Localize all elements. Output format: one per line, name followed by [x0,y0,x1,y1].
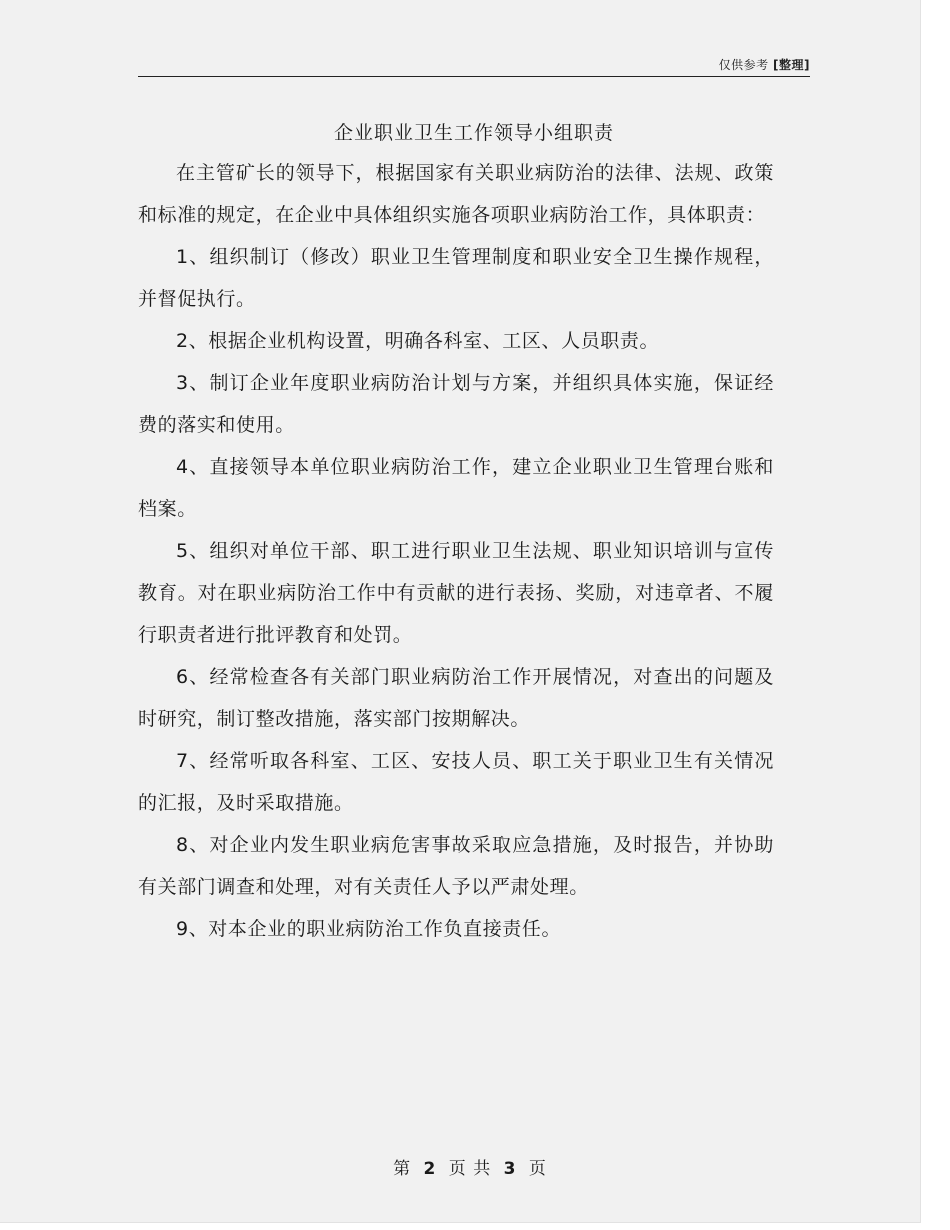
header-note [719,56,810,73]
duty-item-1: 1、组织制订（修改）职业卫生管理制度和职业安全卫生操作规程，并督促执行。 [138,246,774,310]
intro-paragraph: 在主管矿长的领导下，根据国家有关职业病防治的法律、法规、政策和标准的规定，在企业中具体组织实施各项职业病防治工作，具体职责： [138,162,774,226]
duty-item-3: 3、制订企业年度职业病防治计划与方案，并组织具体实施，保证经费的落实和使用。 [138,372,774,436]
duty-item-9: 9、对本企业的职业病防治工作负直接责任。 [176,918,562,940]
footer-middle: 页 共 [448,1159,492,1179]
duty-item-8: 8、对企业内发生职业病危害事故采取应急措施，及时报告，并协助有关部门调查和处理，对有关责任人予以严肃处理。 [138,834,774,898]
header-divider [138,76,810,77]
header-note-text: 仅供参考 [718,58,769,72]
duty-item-6: 6、经常检查各有关部门职业病防治工作开展情况，对查出的问题及时研究，制订整改措施，落实部门按期解决。 [138,666,774,730]
duty-item-5: 5、组织对单位干部、职工进行职业卫生法规、职业知识培训与宣传教育。对在职业病防治工作中有贡献的进行表扬、奖励，对违章者、不履行职责者进行批评教育和处罚。 [138,540,774,646]
footer-page-number: 2 [423,1159,437,1179]
duty-item-7: 7、经常听取各科室、工区、安技人员、职工关于职业卫生有关情况的汇报，及时采取措施。 [138,750,774,814]
footer-suffix: 页 [528,1159,547,1179]
footer-prefix: 第 [393,1159,412,1179]
document-body [138,152,774,950]
header-note-tag: [整理] [773,58,810,72]
document-title: 企业职业卫生工作领导小组职责 [333,122,614,144]
duty-item-4: 4、直接领导本单位职业病防治工作，建立企业职业卫生管理台账和档案。 [138,456,774,520]
duty-item-2: 2、根据企业机构设置，明确各科室、工区、人员职责。 [176,330,660,352]
page-footer [0,1154,940,1179]
footer-total-pages: 3 [503,1159,517,1179]
